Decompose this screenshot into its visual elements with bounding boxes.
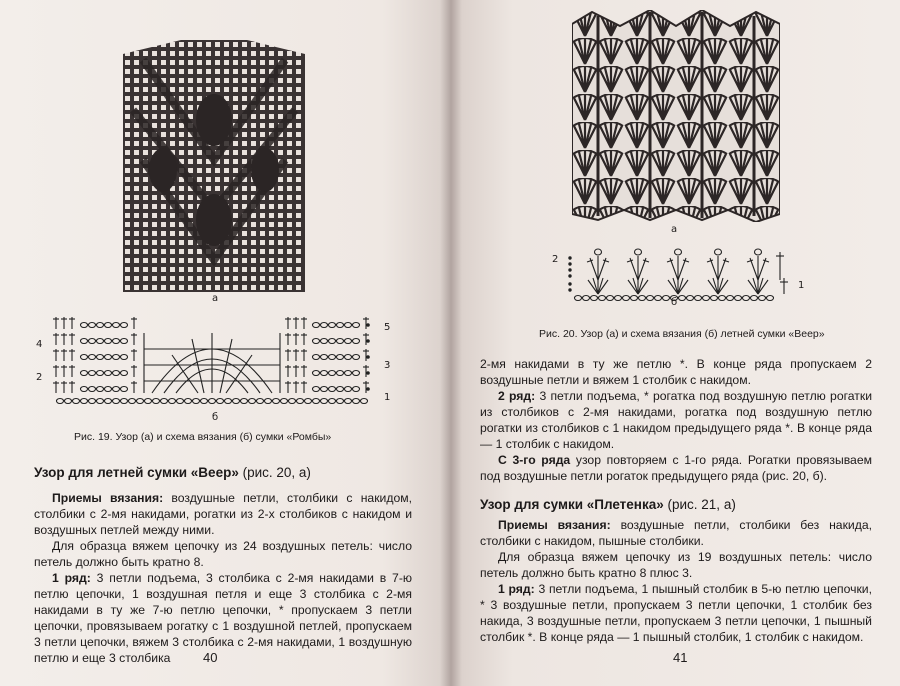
paragraph-body: воздушные петли, столбики без накида, столбики с накидом, пышные столбики. bbox=[480, 518, 873, 548]
book-gutter-shadow bbox=[440, 0, 462, 686]
figure-label-b: б bbox=[671, 297, 678, 308]
paragraph-lead: Приемы вязания: bbox=[52, 491, 164, 505]
row-number-2: 2 bbox=[552, 254, 559, 265]
paragraph-body: 2-мя накидами в ту же петлю *. В конце ряда пропускаем 2 воздушные петли и вяжем 1 столбик с накидом. bbox=[480, 357, 872, 387]
paragraph bbox=[480, 388, 872, 452]
heading-title: Узор для летней сумки «Веер» bbox=[34, 465, 239, 480]
rhombus-pattern-photo bbox=[123, 40, 305, 292]
paragraph bbox=[34, 570, 412, 666]
row-number-4: 4 bbox=[36, 339, 43, 350]
paragraph-body: Для образца вяжем цепочку из 19 воздушных петель: число петель должно быть кратно 8 плюс 3. bbox=[480, 550, 872, 580]
paragraph-body: воздушные петли, столбики с накидом, столбики с 2-мя накидами, рогатки из 2-х столбиков с накидом и воздушных петлей между ними. bbox=[34, 491, 413, 537]
paragraph-body: узор повторяем с 1-го ряда. Рогатки провязываем под воздушные петли рогаток предыдущего ряда (рис. 20, б). bbox=[480, 453, 872, 483]
paragraph-lead: 1 ряд: bbox=[498, 582, 535, 596]
page-number: 40 bbox=[203, 650, 218, 665]
page-number: 41 bbox=[673, 650, 688, 665]
right-page bbox=[450, 0, 900, 686]
heading-figure-ref: (рис. 21, а) bbox=[667, 497, 736, 512]
body-text bbox=[34, 490, 412, 666]
row-number-5: 5 bbox=[384, 322, 391, 333]
paragraph-lead: 2 ряд: bbox=[498, 389, 536, 403]
paragraph bbox=[34, 538, 412, 570]
figure-label-a: а bbox=[671, 224, 678, 235]
paragraph bbox=[480, 517, 872, 549]
row-number-1: 1 bbox=[384, 392, 391, 403]
paragraph-body: 3 петли подъема, 1 пышный столбик в 5-ю петлю цепочки, * 3 воздушные петли, пропускаем 3 петли цепочки, 1 столбик без накида, 3 воздушные петли, пропускаем 3 петли цепочки, 1 пышный столбик *. В конце ряда — 1 пышный столбик, 1 столбик с накидом. bbox=[480, 582, 872, 644]
heading-title: Узор для сумки «Плетенка» bbox=[480, 497, 664, 512]
paragraph bbox=[34, 490, 412, 538]
fan-pattern-photo bbox=[572, 10, 780, 222]
paragraph-body: Для образца вяжем цепочку из 24 воздушных петель: число петель должно быть кратно 8. bbox=[34, 539, 412, 569]
rhombus-crochet-chart bbox=[52, 315, 372, 407]
row-number-1: 1 bbox=[798, 280, 805, 291]
fan-crochet-chart bbox=[562, 244, 794, 304]
figure-caption: Рис. 19. Узор (а) и схема вязания (б) сумки «Ромбы» bbox=[74, 431, 332, 443]
paragraph-lead: С 3-го ряда bbox=[498, 453, 571, 467]
paragraph-lead: Приемы вязания: bbox=[498, 518, 611, 532]
row-number-2: 2 bbox=[36, 372, 43, 383]
paragraph-body: 3 петли подъема, 3 столбика с 2-мя накидами в 7-ю петлю цепочки, 1 воздушная петля и еще 3 столбика с 2-мя накидами в ту же 7-ю петлю цепочки, * пропускаем 3 петли цепочки, провязываем рогатку с 1 воздушной петлей, пропускаем 3 петли цепочки, вяжем 3 столбика с 2-мя накидами, 1 воздушную петлю и еще 3 столбика bbox=[34, 571, 413, 665]
figure-label-a: а bbox=[212, 293, 219, 304]
paragraph-body: 3 петли подъема, * рогатка под воздушную петлю рогатки из столбиков с 2-мя накидами, рогатка под воздушную петлю рогатки из столбиков с 1 накидом предыдущего ряда *. В конце ряда — 1 столбик с накидом. bbox=[480, 389, 873, 451]
paragraph bbox=[480, 549, 872, 581]
paragraph bbox=[480, 356, 872, 388]
row-number-3: 3 bbox=[384, 360, 391, 371]
paragraph bbox=[480, 452, 872, 484]
section-heading bbox=[34, 465, 311, 480]
body-text-top bbox=[480, 356, 872, 484]
body-text-bottom bbox=[480, 517, 872, 645]
paragraph bbox=[480, 581, 872, 645]
heading-figure-ref: (рис. 20, а) bbox=[242, 465, 311, 480]
figure-caption: Рис. 20. Узор (а) и схема вязания (б) летней сумки «Веер» bbox=[539, 328, 825, 340]
figure-label-b: б bbox=[212, 412, 219, 423]
section-heading bbox=[480, 497, 736, 512]
paragraph-lead: 1 ряд: bbox=[52, 571, 91, 585]
